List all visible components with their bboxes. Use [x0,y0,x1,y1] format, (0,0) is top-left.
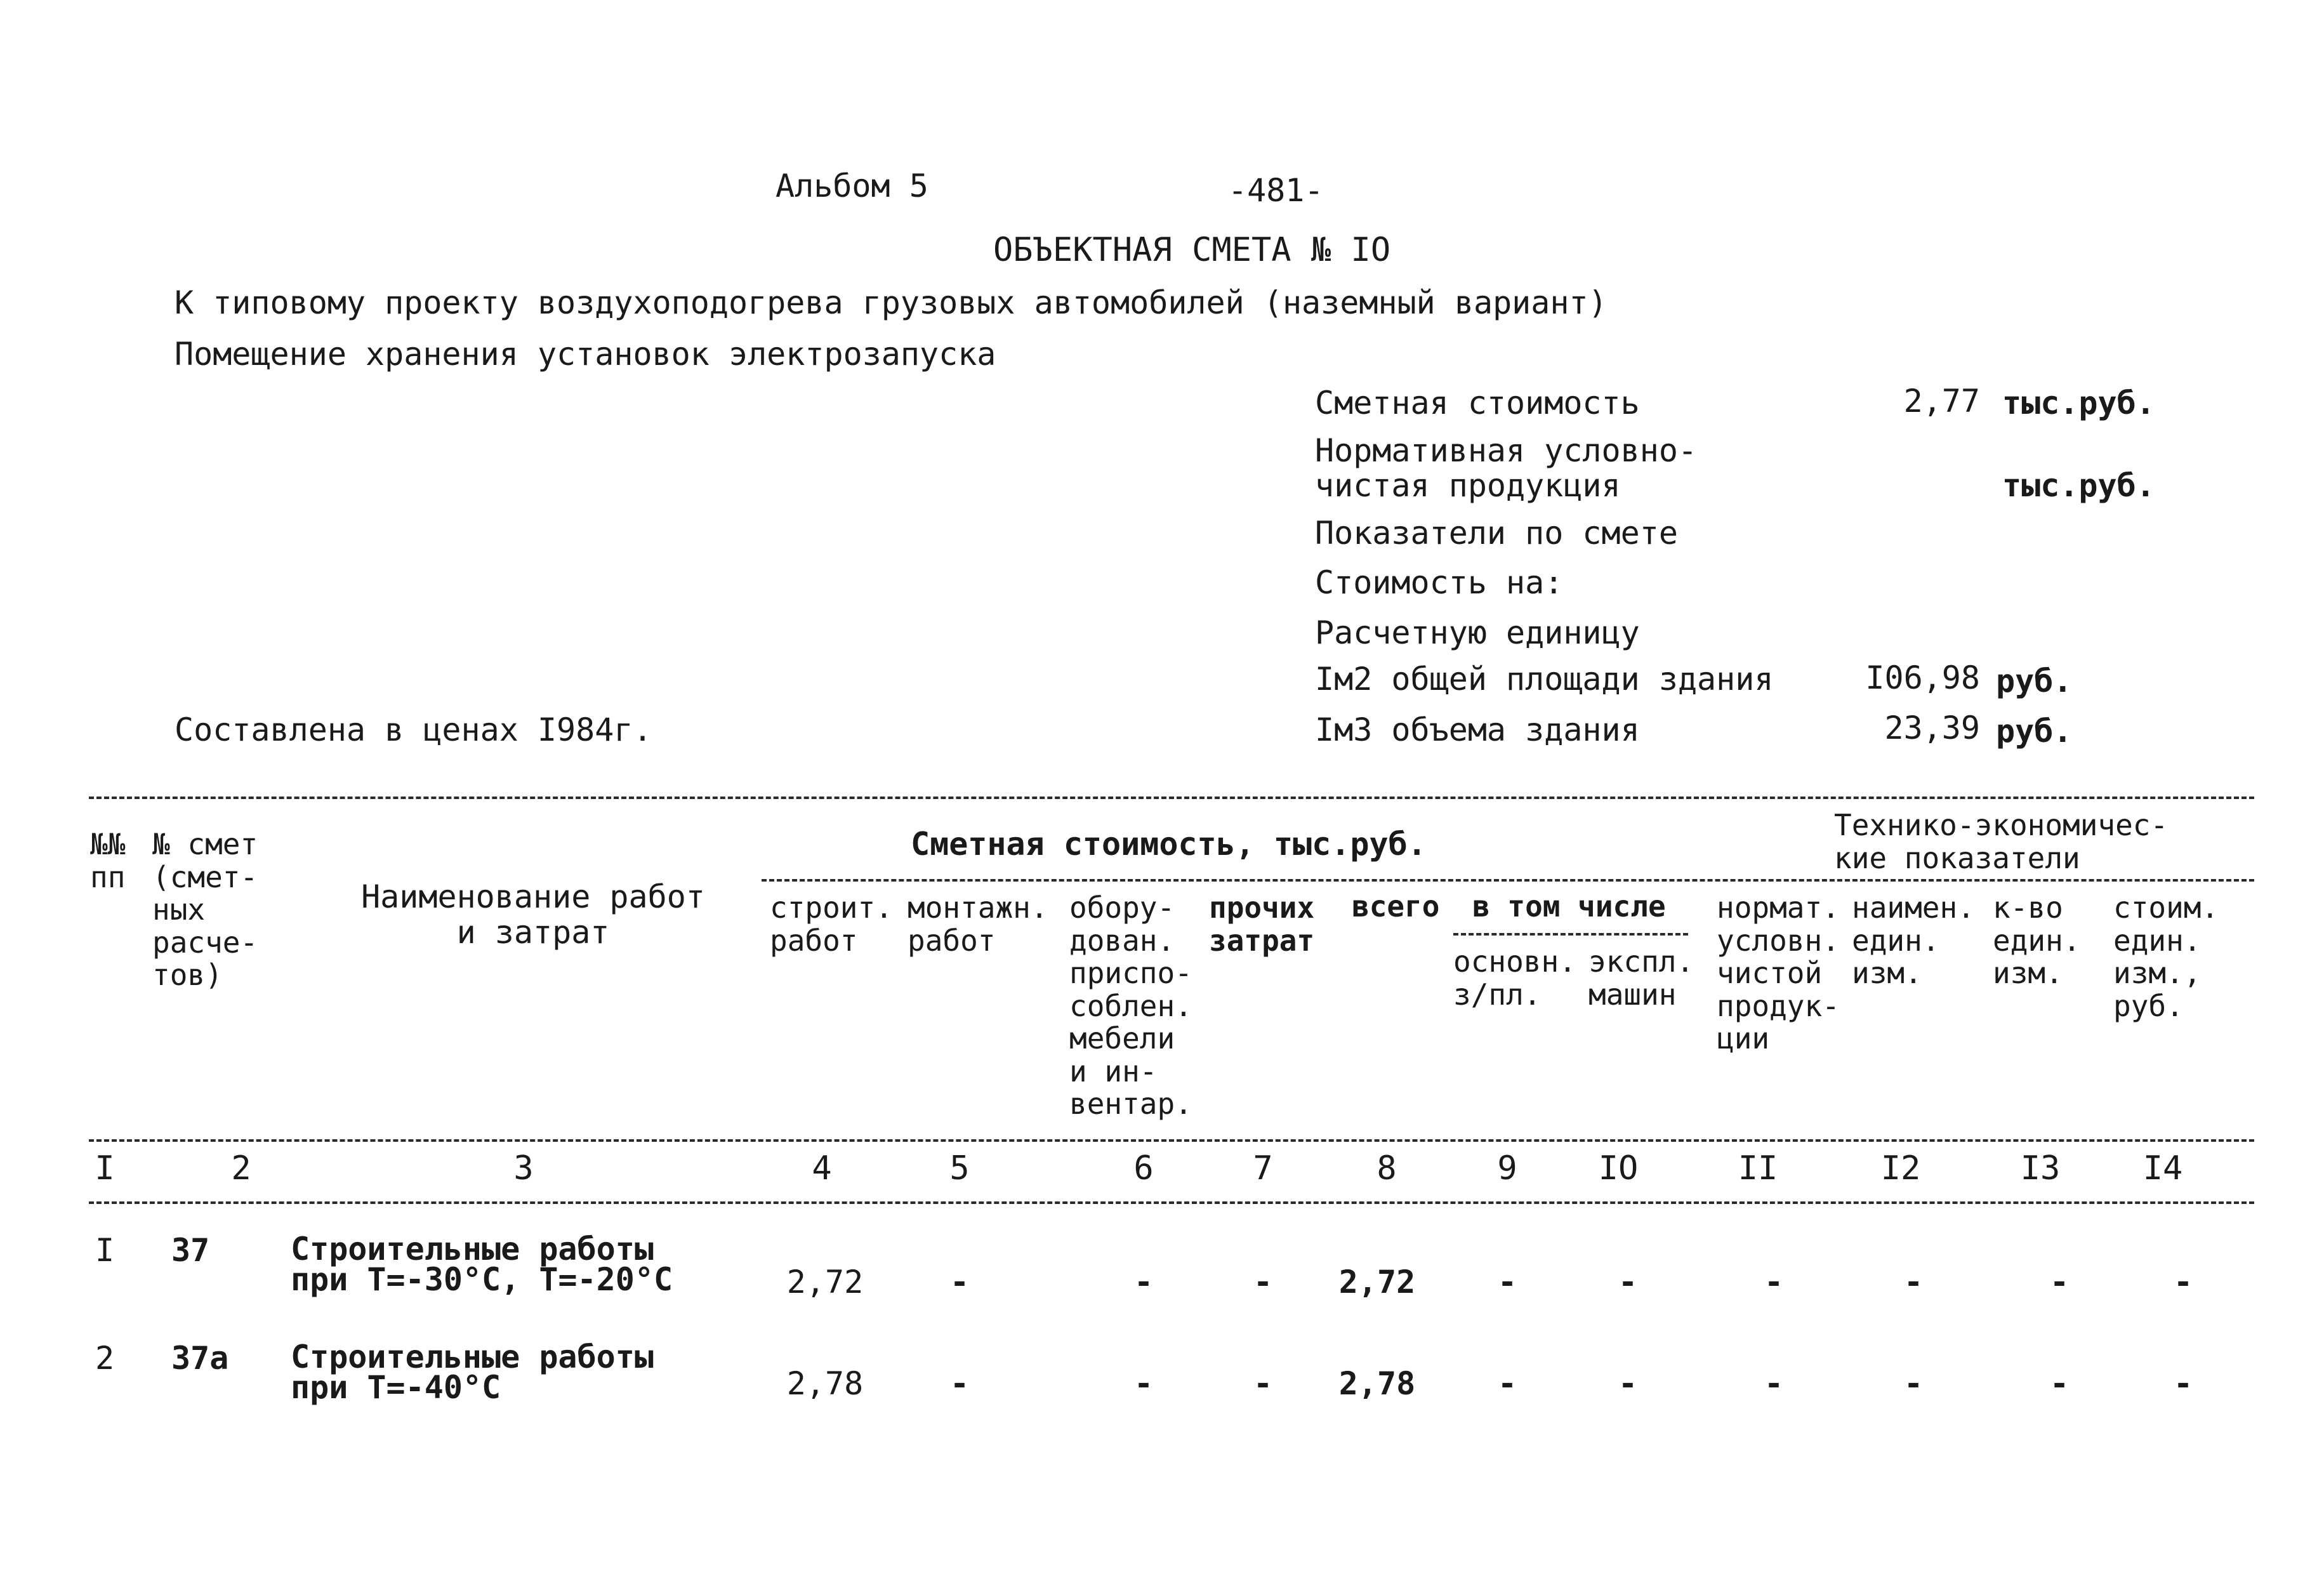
row-name: Строительные работы при Т=-30°С, Т=-20°С [291,1231,673,1298]
column-number: II [1738,1149,1778,1187]
header-col9: основн. з/пл. [1453,944,1576,1012]
header-col8: всего [1352,889,1440,923]
header-col10: экспл. машин [1588,944,1694,1012]
cost-per-label: Стоимость на: [1315,564,1564,601]
row-unit-qty: - [2049,1365,2070,1402]
numbers-bottom-rule [89,1201,2254,1204]
row-number: 2 [95,1340,115,1377]
row-other: - [1253,1365,1273,1402]
row-estimate-ref: 37 [171,1232,210,1269]
header-col12: наимен. един. изм. [1852,890,1975,991]
column-number: I4 [2142,1149,2183,1187]
header-col11: нормат. условн. чистой продук- ции [1717,890,1840,1056]
row-construction: 2,72 [786,1264,864,1300]
column-number: 3 [513,1149,534,1187]
row-other: - [1253,1264,1273,1300]
group-header-tech-econ: Технико-экономичес- кие показатели [1834,808,2169,875]
column-number: 9 [1497,1149,1517,1187]
header-col5: монтажн. работ [908,890,1048,958]
page-number: -481- [1228,172,1324,209]
premises-line: Помещение хранения установок электрозапуска [175,336,996,373]
row-unit-name: - [1903,1264,1924,1300]
header-in-that-number: в том числе [1472,889,1666,923]
column-number: 7 [1253,1149,1273,1187]
normative-unit: тыс.руб. [2002,467,2155,504]
document-title: ОБЪЕКТНАЯ СМЕТА № IO [993,231,1391,269]
row-machines: - [1618,1365,1638,1402]
column-number: I2 [1880,1149,1921,1187]
area-value: I06,98 [1865,659,1980,696]
column-number: 6 [1133,1149,1154,1187]
column-number: I [95,1149,115,1187]
row-name: Строительные работы при Т=-40°С [291,1339,654,1406]
estimated-cost-label: Сметная стоимость [1315,385,1640,421]
volume-unit: руб. [1996,713,2073,750]
volume-label: Iм3 объема здания [1315,711,1640,748]
header-bottom-rule [89,1139,2254,1142]
header-col1: №№ пп [90,827,126,894]
row-unit-cost: - [2173,1264,2193,1300]
column-number: 5 [949,1149,970,1187]
row-equipment: - [1133,1264,1154,1300]
row-estimate-ref: 37а [171,1340,229,1377]
row-equipment: - [1133,1365,1154,1402]
prices-note: Составлена в ценах I984г. [175,711,652,748]
header-col14: стоим. един. изм., руб. [2113,890,2219,1023]
header-col7: прочих затрат [1209,890,1315,958]
row-number: I [95,1232,115,1269]
header-col3: Наименование работ и затрат [361,878,705,951]
row-unit-name: - [1903,1365,1924,1402]
unit-label: Расчетную единицу [1315,614,1640,651]
column-number: 4 [812,1149,832,1187]
project-line: К типовому проекту воздухоподогрева грузовых автомобилей (наземный вариант) [175,284,1608,321]
row-normative: - [1764,1365,1784,1402]
row-installation: - [949,1264,970,1300]
normative-label: Нормативная условно- чистая продукция [1315,432,1698,504]
header-col6: обору- дован. приспо- соблен. мебели и ин- вентар. [1069,890,1192,1121]
table-top-rule [89,797,2254,799]
row-unit-cost: - [2173,1365,2193,1402]
indicators-label: Показатели по смете [1315,515,1678,552]
row-normative: - [1764,1264,1784,1300]
group-header-estimated-cost: Сметная стоимость, тыс.руб. [911,826,1427,863]
area-unit: руб. [1996,663,2073,699]
row-total: 2,78 [1338,1365,1416,1402]
album-label: Альбом 5 [776,168,928,204]
volume-value: 23,39 [1884,710,1980,746]
row-machines: - [1618,1264,1638,1300]
header-col4: строит. работ [770,890,893,958]
group-header-rule [762,879,2254,882]
row-base-salary: - [1497,1264,1517,1300]
row-construction: 2,78 [786,1365,864,1402]
row-base-salary: - [1497,1365,1517,1402]
estimated-cost-value: 2,77 [1903,383,1980,420]
column-number: 8 [1377,1149,1397,1187]
row-total: 2,72 [1338,1264,1416,1300]
area-label: Iм2 общей площади здания [1315,661,1774,698]
subheader-rule [1453,933,1688,936]
estimated-cost-unit: тыс.руб. [2002,385,2155,421]
column-number: I3 [2020,1149,2061,1187]
header-col13: к-во един. изм. [1993,890,2081,991]
row-unit-qty: - [2049,1264,2070,1300]
header-col2: № смет (смет- ных расче- тов) [152,827,258,993]
column-number: IO [1598,1149,1639,1187]
row-installation: - [949,1365,970,1402]
column-number: 2 [231,1149,251,1187]
